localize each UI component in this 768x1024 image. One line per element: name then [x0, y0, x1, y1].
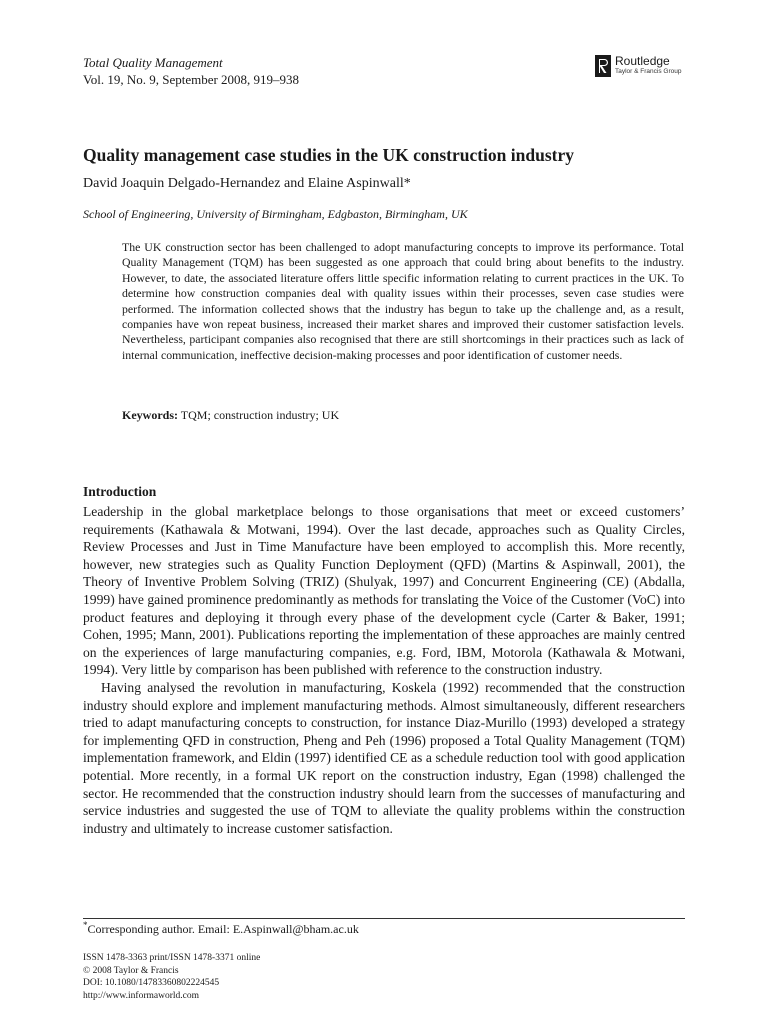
paragraph: Leadership in the global marketplace belongs to those organisations that meet or exceed customers’ requirements (Kathawala & Motwani, 1994). Over the last decade, approaches such as Quality Circles, Review Processes and Just in Time Manufacture have been employed to accomplish this. More recently, however, new strategies such as Quality Function Deployment (QFD) (Martins & Aspinwall, 2001), the Theory of Inventive Problem Solving (TRIZ) (Shulyak, 1997) and Concurrent Engineering (CE) (Abdalla, 1999) have gained prominence predominantly as methods for translating the Voice of the Customer (VoC) into product features and deploying it through every phase of the development cycle (Carter & Baker, 1991; Cohen, 1995; Mann, 2001). Publications reporting the implementation of these approaches are mainly centred on the experiences of large manufacturing companies, e.g. Ford, IBM, Motorola (Kathawala & Motwani, 1994). Very little by comparison has been published with reference to the construction industry. — [83, 504, 685, 678]
keywords-line — [122, 408, 339, 423]
footnote-text: Corresponding author. Email: E.Aspinwall@bham.ac.uk — [87, 922, 359, 936]
publisher-name: Routledge — [615, 54, 670, 68]
abstract: The UK construction sector has been challenged to adopt manufacturing concepts to improve its performance. Total Quality Management (TQM) has been suggested as one approach that could bring about benefits to the industry. However, to date, the associated literature offers little specific information relating to current practices in the UK. To determine how construction companies deal with quality issues within their processes, seven case studies were performed. The information collected shows that the industry has begun to take up the challenge and, as a result, companies have won repeat business, increased their market shares and improved their customer satisfaction levels. Nevertheless, participant companies also recognised that there are still shortcomings in their practices such as lack of internal communication, ineffective decision-making processes and poor identification of customer needs. — [122, 240, 684, 362]
keywords-list: TQM; construction industry; UK — [180, 408, 340, 422]
keywords-label: Keywords: — [122, 408, 178, 422]
issn: ISSN 1478-3363 print/ISSN 1478-3371 online — [83, 953, 261, 963]
article-title: Quality management case studies in the UK construction industry — [83, 145, 574, 165]
copyright: © 2008 Taylor & Francis — [83, 965, 179, 976]
imprint-block — [83, 952, 260, 1002]
footnote-marker: * — [83, 920, 88, 930]
volume-info: Vol. 19, No. 9, September 2008, 919–938 — [83, 72, 300, 87]
journal-title: Total Quality Management — [83, 55, 223, 70]
publisher-logo — [595, 55, 681, 77]
article-authors: David Joaquin Delgado-Hernandez and Elaine Aspinwall* — [83, 176, 411, 191]
footnote-divider — [83, 918, 685, 919]
author-affiliation: School of Engineering, University of Birmingham, Edgbaston, Birmingham, UK — [83, 207, 468, 221]
doi: DOI: 10.1080/14783360802224545 — [83, 978, 220, 988]
publisher-group: Taylor & Francis Group — [615, 68, 682, 75]
routledge-r-icon — [595, 55, 611, 77]
corresponding-author-footnote — [83, 922, 359, 937]
journal-header — [83, 54, 299, 88]
publisher-url[interactable]: http://www.informaworld.com — [83, 990, 200, 1001]
paragraph: Having analysed the revolution in manufacturing, Koskela (1992) recommended that the construction industry should explore and implement manufacturing methods. Almost simultaneously, different researchers tried to adapt manufacturing concepts to construction, for instance Diaz-Murillo (1993) developed a strategy for implementing QFD in construction, Pheng and Peh (1996) proposed a Total Quality Management (TQM) implementation framework, and Eldin (1997) identified CE as a schedule reduction tool with good application potential. More recently, in a formal UK report on the construction industry, Egan (1998) challenged the sector. He recommended that the construction industry should learn from the successes of manufacturing and service industries and suggested the use of TQM to alleviate the quality problems within the construction industry and ultimately to increase customer satisfaction. — [83, 679, 685, 836]
introduction-heading: Introduction — [83, 484, 157, 499]
introduction-body — [83, 503, 685, 837]
